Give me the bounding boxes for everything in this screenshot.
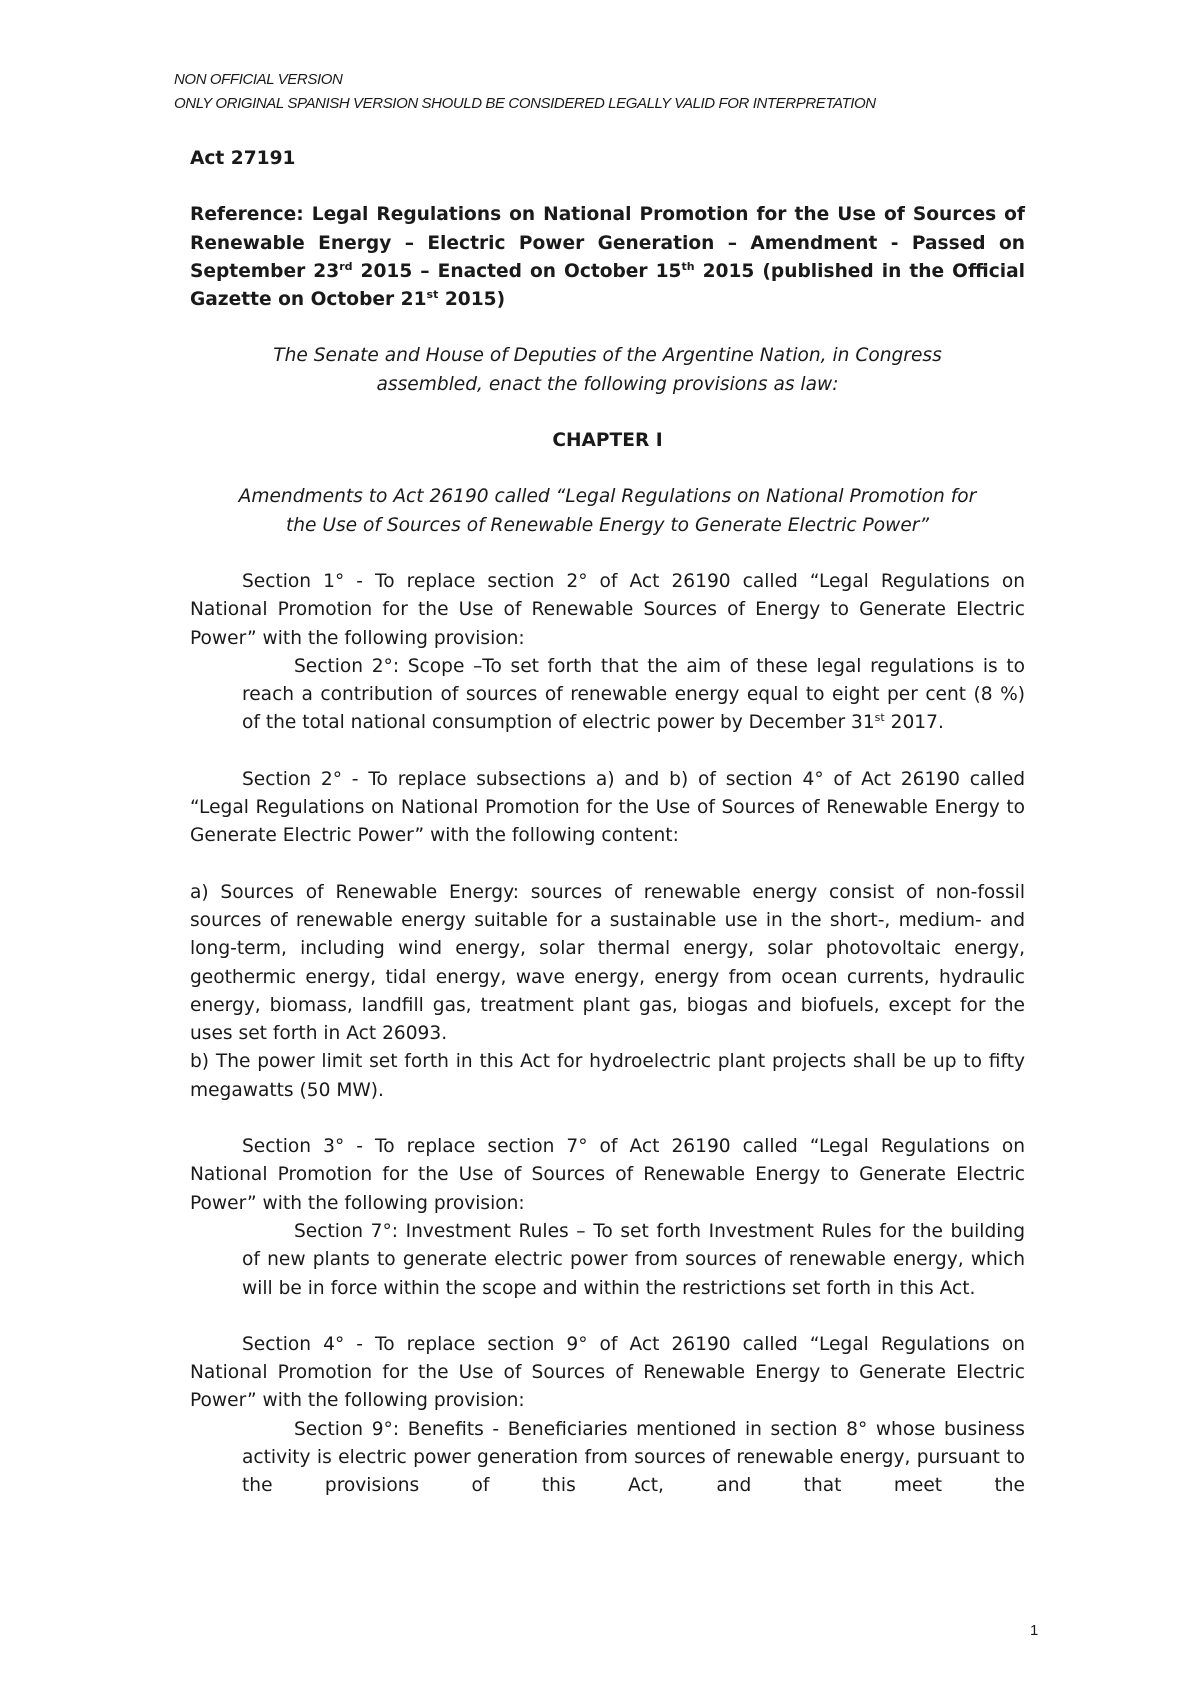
section-2-subsection-a: a) Sources of Renewable Energy: sources of renewable energy consist of non-fossil sources of renewable energy suitable for a sustainable use in the short-, medium- and long-term, including wind energy, solar thermal energy, solar photovoltaic energy, geothermic energy, tidal energy, wave energy, energy from ocean currents, hydraulic energy, biomass, landfill gas, treatment plant gas, biogas and biofuels, except for the uses set forth in Act 26093. [190,881,1025,1045]
section-3-provision: Section 7°: Investment Rules – To set forth Investment Rules for the building of new plants to generate electric power from sources of renewable energy, which will be in force within the scope and within the restrictions set forth in this Act. [242,1220,1025,1299]
spanish-version-disclaimer: ONLY ORIGINAL SPANISH VERSION SHOULD BE CONSIDERED LEGALLY VALID FOR INTERPRETATION [174,95,876,112]
page-number: 1 [1030,1622,1039,1639]
non-official-notice: NON OFFICIAL VERSION [174,71,343,88]
section-1-provision: Section 2°: Scope –To set forth that the aim of these legal regulations is to reach a contribution of sources of renewable energy equal to eight per cent (8 %) of the total national consumption of electric power by December 31st 2017. [242,655,1025,734]
chapter-title: CHAPTER I [552,430,663,452]
document-body [190,145,1025,1501]
section-4-intro: Section 4° - To replace section 9° of Act 26190 called “Legal Regulations on National Promotion for the Use of Sources of Renewable Energy to Generate Electric Power” with the following provision: [190,1333,1025,1412]
act-title: Act 27191 [190,148,296,169]
enactment-clause: The Senate and House of Deputies of the Argentine Nation, in Congress assembled, enact the following provisions as law: [273,345,942,395]
section-2-subsection-b: b) The power limit set forth in this Act for hydroelectric plant projects shall be up to fifty megawatts (50 MW). [190,1051,1025,1101]
act-reference: Reference: Legal Regulations on National Promotion for the Use of Sources of Renewable Energy – Electric Power Generation – Amendment - Passed on September 23rd 2015 – Enacted on October 15th 2015 (published in the Official Gazette on October 21st 2015) [190,204,1026,311]
document-header [174,68,876,116]
section-4-provision: Section 9°: Benefits - Beneficiaries mentioned in section 8° whose business activity is electric power generation from sources of renewable energy, pursuant to the provisions of this Act, and that meet the [242,1418,1025,1497]
section-3-intro: Section 3° - To replace section 7° of Act 26190 called “Legal Regulations on National Promotion for the Use of Sources of Renewable Energy to Generate Electric Power” with the following provision: [190,1136,1025,1214]
chapter-subtitle: Amendments to Act 26190 called “Legal Regulations on National Promotion for the Use of Sources of Renewable Energy to Generate Electric Power” [238,486,977,536]
section-2-intro: Section 2° - To replace subsections a) and b) of section 4° of Act 26190 called “Legal Regulations on National Promotion for the Use of Sources of Renewable Energy to Generate Electric Power” with the following content: [190,768,1025,847]
section-1-intro: Section 1° - To replace section 2° of Act 26190 called “Legal Regulations on National Promotion for the Use of Renewable Sources of Energy to Generate Electric Power” with the following provision: [190,570,1025,649]
